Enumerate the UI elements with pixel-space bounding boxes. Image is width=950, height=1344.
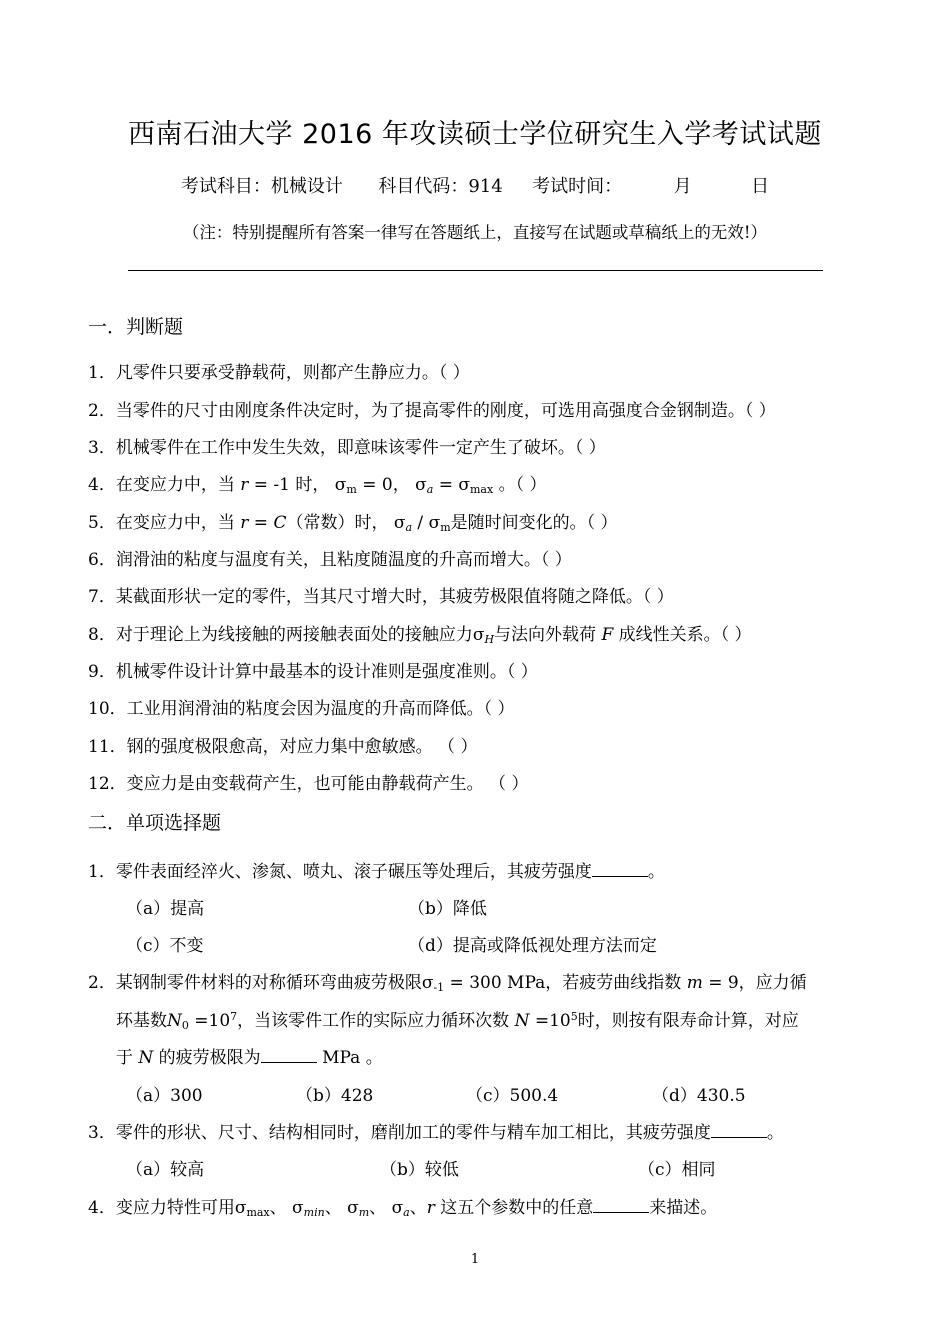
question-line: 11．钢的强度极限愈高，对应力集中愈敏感。 （ ） [88, 737, 478, 757]
exam-month: 月 [673, 176, 692, 197]
answer-blank [261, 1046, 317, 1063]
answer-blank [593, 1196, 649, 1213]
question-line: 12．变应力是由变载荷产生，也可能由静载荷产生。 （ ） [88, 774, 529, 794]
exam-subject: 考试科目：机械设计 [180, 176, 343, 197]
page-number: 1 [470, 1252, 480, 1267]
question-line: 3．零件的形状、尺寸、结构相同时，磨削加工的零件与精车加工相比，其疲劳强度 。 [88, 1123, 784, 1143]
question-line: 1．凡零件只要承受静载荷，则都产生静应力。（ ） [88, 363, 470, 383]
question-line: 1．零件表面经淬火、渗氮、喷丸、滚子碾压等处理后，其疲劳强度 。 [88, 862, 665, 882]
answer-blank [711, 1121, 767, 1138]
section-heading-true-false: 一．判断题 [88, 316, 184, 338]
question-line: 2．某钢制零件材料的对称循环弯曲疲劳极限$\sigma_{-1} = 300$ MPa，若疲劳曲线指数 m = 9，应力循 [88, 973, 807, 994]
option-b: （b）428 [296, 1086, 374, 1106]
question-line: 6．润滑油的粘度与温度有关，且粘度随温度的升高而增大。（ ） [88, 550, 572, 570]
option-d: （d）提高或降低视处理方法而定 [408, 936, 657, 956]
header-divider [128, 270, 823, 271]
answer-blank [592, 860, 648, 877]
page-title: 西南石油大学 2016 年攻读硕士学位研究生入学考试试题 [128, 119, 822, 150]
exam-note: （注：特别提醒所有答案一律写在答题纸上，直接写在试题或草稿纸上的无效!） [182, 223, 768, 242]
question-line: 4．变应力特性可用$\sigma_{max}$、 $\sigma_{min}$、 $\sigma_m$、 $\sigma_a$、r 这五个参数中的任意 来描述。 [88, 1198, 718, 1219]
option-c: （c）相同 [638, 1160, 716, 1180]
question-line: 2．当零件的尺寸由刚度条件决定时，为了提高零件的刚度，可选用高强度合金钢制造。（ ） [88, 401, 776, 421]
question-line: 环基数$N_0 =10^7$，当该零件工作的实际应力循环次数 $N =10^5$时，则按有限寿命计算，对应 [116, 1010, 799, 1032]
section-heading-multiple-choice: 二．单项选择题 [88, 812, 222, 834]
question-line: 8．对于理论上为线接触的两接触表面处的接触应力$\sigma_H$与法向外载荷 F 成线性关系。（ ） [88, 625, 752, 646]
option-c: （c）不变 [126, 936, 204, 956]
question-line: 7．某截面形状一定的零件，当其尺寸增大时，其疲劳极限值将随之降低。（ ） [88, 587, 674, 607]
exam-code: 科目代码：914 [378, 176, 503, 197]
question-line: 于 N 的疲劳极限为 MPa 。 [116, 1048, 383, 1068]
option-c: （c）500.4 [466, 1086, 559, 1106]
question-line: 5．在变应力中，当 r = C（常数）时， $\sigma_a / \sigma_m$是随时间变化的。（ ） [88, 513, 618, 534]
question-line: 10．工业用润滑油的粘度会因为温度的升高而降低。（ ） [88, 699, 515, 719]
exam-time-label: 考试时间： [532, 176, 623, 197]
question-line: 4．在变应力中，当 r = -1 时， $\sigma_m = 0$， $\sigma_a = \sigma_{max}$ 。（ ） [88, 475, 547, 496]
option-b: （b）降低 [408, 899, 487, 919]
option-a: （a）较高 [126, 1160, 205, 1180]
exam-info [0, 172, 950, 198]
option-a: （a）300 [126, 1086, 203, 1106]
question-line: 9．机械零件设计计算中最基本的设计准则是强度准则。（ ） [88, 662, 538, 682]
option-b: （b）较低 [380, 1160, 459, 1180]
option-a: （a）提高 [126, 899, 205, 919]
option-d: （d）430.5 [652, 1086, 746, 1106]
exam-day: 日 [751, 176, 770, 197]
question-line: 3．机械零件在工作中发生失效，即意味该零件一定产生了破坏。（ ） [88, 438, 606, 458]
